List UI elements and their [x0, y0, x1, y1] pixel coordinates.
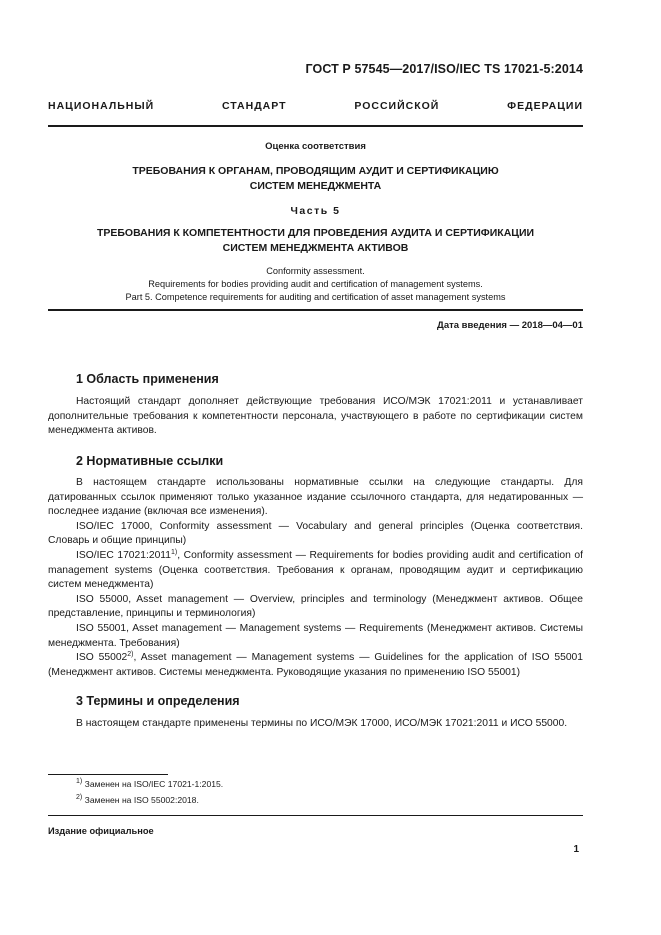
- footnote-1: [76, 779, 223, 789]
- english-title-line-1: Conformity assessment.: [266, 266, 365, 276]
- page-number: 1: [573, 844, 579, 855]
- reference-iso-iec-17021: [48, 549, 583, 593]
- reference-iso-55001: ISO 55001, Asset management — Management systems — Requirements (Менеджмент активов. Системы менеджмента. Требования): [48, 622, 583, 649]
- reference-code: ISO 55002: [76, 652, 128, 664]
- footnote-mark: 2): [127, 651, 134, 659]
- document-subtitle: Оценка соответствия: [265, 141, 366, 152]
- reference-iso-55002: [48, 651, 583, 680]
- section-3-text: [48, 717, 583, 732]
- section-3-heading: 3 Термины и определения: [76, 694, 240, 708]
- national-standard-banner: НАЦИОНАЛЬНЫЙ СТАНДАРТ РОССИЙСКОЙ ФЕДЕРАЦИИ: [48, 100, 583, 112]
- english-title-line-3: Part 5. Competence requirements for auditing and certification of asset management systems: [125, 292, 506, 302]
- reference-text: , Conformity assessment — Requirements for bodies providing audit and certification of management systems (Оценка соответствия. Требования к органам, проводящим аудит и сертификацию систем менеджмента): [48, 549, 584, 591]
- reference-text: , Asset management — Management systems — Guidelines for the application of ISO 55001 (Менеджмент активов. Системы менеджмента. Руководящие указания по применению ISO 55001): [48, 652, 584, 678]
- footnote-mark: 1): [171, 548, 178, 556]
- section-2-text: [48, 476, 583, 680]
- footnote-2: [76, 795, 199, 805]
- official-edition: Издание официальное: [48, 826, 154, 836]
- section-1-heading: 1 Область применения: [76, 372, 219, 386]
- introduction-date: Дата введения — 2018—04—01: [437, 320, 583, 331]
- part-title-line-2: СИСТЕМ МЕНЕДЖМЕНТА АКТИВОВ: [222, 242, 409, 254]
- footnote-mark: 1): [76, 778, 83, 785]
- footer-divider: [48, 815, 583, 816]
- part-title: [48, 226, 583, 256]
- paragraph: Настоящий стандарт дополняет действующие требования ИСО/МЭК 17021:2011 и устанавливает дополнительные требования к компетентности персонала, участвующего в работе по сертификации систем менеджмента активов.: [48, 396, 583, 437]
- english-title-line-2: Requirements for bodies providing audit and certification of management systems.: [148, 279, 483, 289]
- paragraph: В настоящем стандарте использованы нормативные ссылки на следующие стандарты. Для датированных ссылок применяют только указанное издание ссылочного стандарта, для недатированных — последнее издание (включая все изменения).: [48, 477, 583, 518]
- footnote-text: Заменен на ISO/IEC 17021-1:2015.: [82, 779, 224, 789]
- title-line-2: СИСТЕМ МЕНЕДЖМЕНТА: [249, 180, 382, 192]
- section-1-text: [48, 395, 583, 439]
- footnote-divider: [48, 774, 168, 775]
- paragraph: В настоящем стандарте применены термины по ИСО/МЭК 17000, ИСО/МЭК 17021:2011 и ИСО 55000.: [76, 718, 568, 729]
- standard-number: ГОСТ Р 57545—2017/ISO/IEC TS 17021-5:2014: [305, 62, 583, 76]
- footnote-text: Заменен на ISO 55002:2018.: [82, 795, 199, 805]
- title-divider: [48, 309, 583, 311]
- reference-iso-55000: ISO 55000, Asset management — Overview, principles and terminology (Менеджмент активов. Общее представление, принципы и терминология): [48, 593, 583, 620]
- footnote-mark: 2): [76, 794, 83, 801]
- english-title: [48, 265, 583, 304]
- section-2-heading: 2 Нормативные ссылки: [76, 454, 224, 468]
- document-title: [48, 164, 583, 194]
- top-divider: [48, 125, 583, 127]
- part-label: Часть 5: [290, 205, 341, 217]
- title-line-1: ТРЕБОВАНИЯ К ОРГАНАМ, ПРОВОДЯЩИМ АУДИТ И СЕРТИФИКАЦИЮ: [132, 165, 499, 177]
- reference-iso-iec-17000: ISO/IEC 17000, Conformity assessment — Vocabulary and general principles (Оценка соответствия. Словарь и общие принципы): [48, 520, 583, 547]
- part-title-line-1: ТРЕБОВАНИЯ К КОМПЕТЕНТНОСТИ ДЛЯ ПРОВЕДЕНИЯ АУДИТА И СЕРТИФИКАЦИИ: [96, 227, 535, 239]
- reference-code: ISO/IEC 17021:2011: [76, 549, 171, 561]
